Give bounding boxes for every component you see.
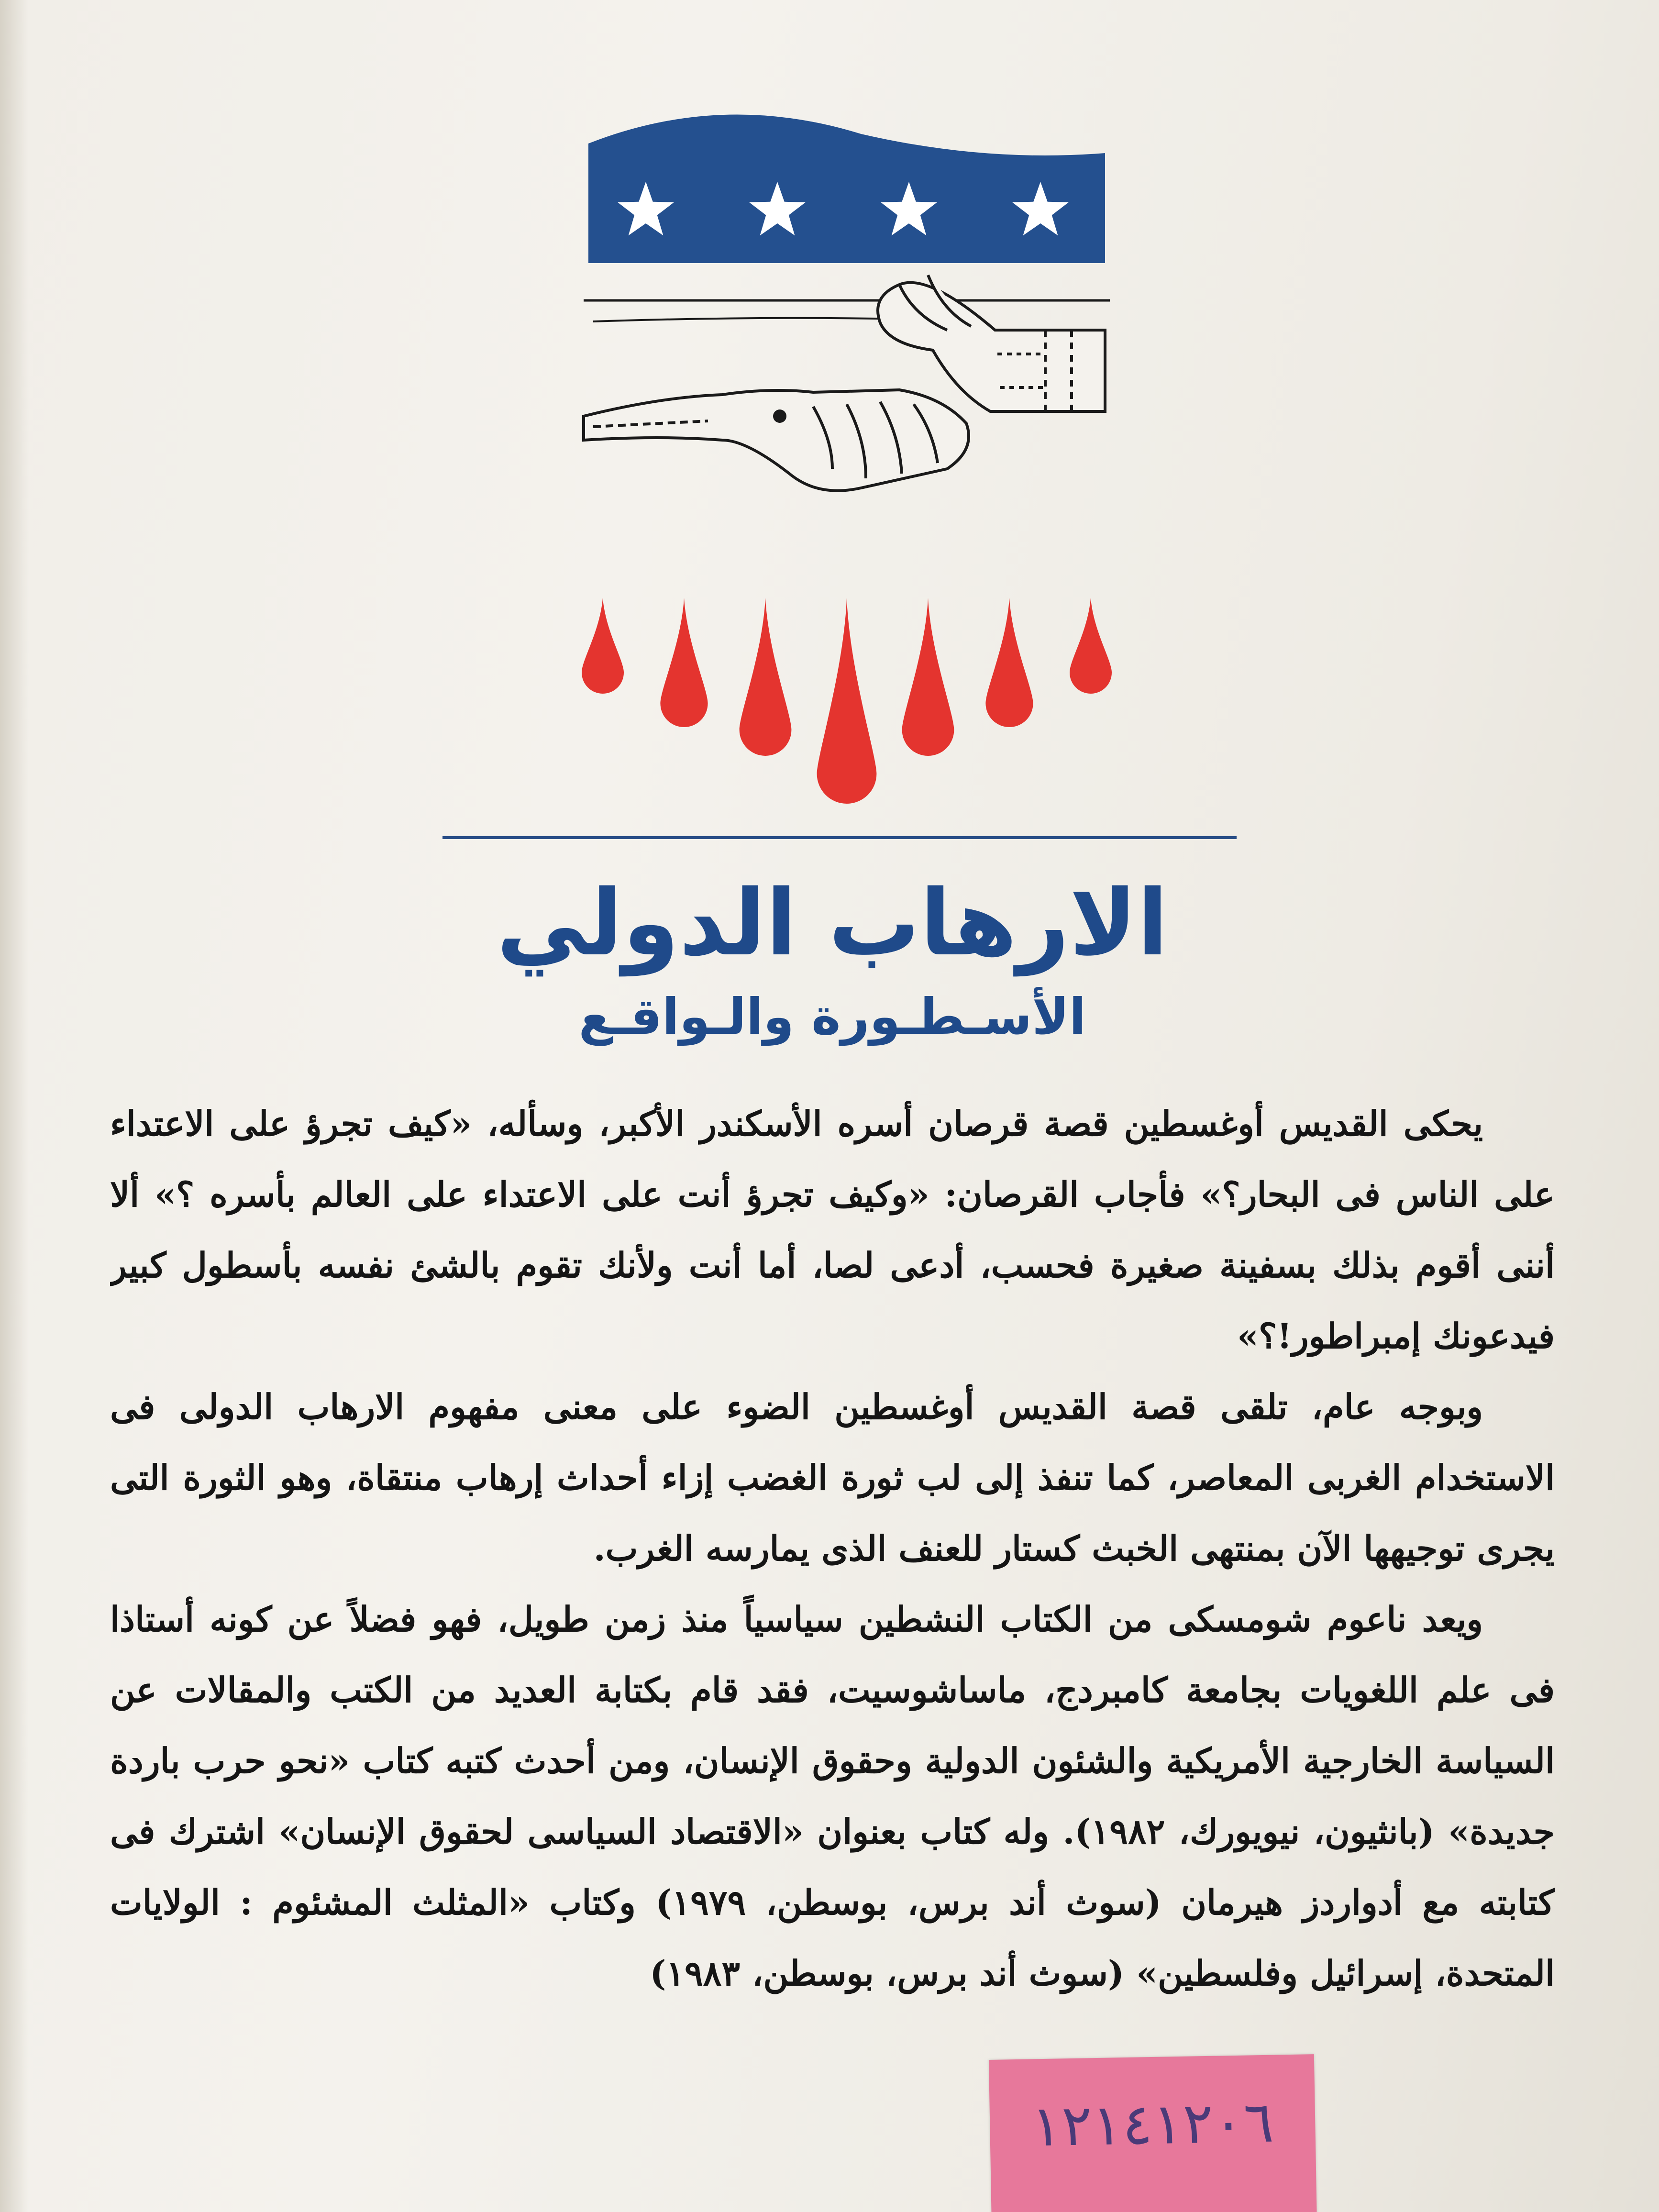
blurb-text bbox=[110, 1088, 1555, 2131]
flag-banner bbox=[588, 115, 1105, 264]
blood-drop-icon bbox=[902, 598, 954, 756]
gloved-hand-icon bbox=[878, 275, 1105, 411]
blood-drop-icon bbox=[817, 598, 877, 804]
cover-edge-shadow bbox=[0, 0, 29, 2212]
blood-drop-icon bbox=[660, 598, 708, 727]
blood-drops bbox=[574, 593, 1119, 823]
blood-drop-icon bbox=[1070, 598, 1112, 694]
blurb-paragraph-3: ويعد ناعوم شومسكى من الكتاب النشطين سياسياً منذ زمن طويل، فهو فضلاً عن كونه أستاذا فى علم اللغويات بجامعة كامبردج، ماساشوسيت، فقد قام بكتابة العديد من الكتب والمقالات عن السياسة الخارجية الأمريكية والشئون الدولية وحقوق الإنسان، ومن أحدث كتبه كتاب «نحو حرب باردة جديدة» (بانثيون، نيويورك، ١٩٨٢). وله كتاب بعنوان «الاقتصاد السياسى لحقوق الإنسان» اشترك فى كتابته مع أدواردز هيرمان (سوث أند برس، بوسطن، ١٩٧٩) وكتاب «المثلث المشئوم : الولايات المتحدة، إسرائيل وفلسطين» (سوث أند برس، بوسطن، ١٩٨٣) bbox=[110, 1599, 1555, 1993]
bare-hand-icon bbox=[584, 390, 969, 491]
blood-drop-icon bbox=[985, 598, 1033, 727]
title-divider-rule bbox=[442, 836, 1237, 839]
handshake-flag-icon bbox=[564, 105, 1129, 498]
blurb-paragraph-2: وبوجه عام، تلقى قصة القديس أوغسطين الضوء على معنى مفهوم الارهاب الدولى فى الاستخدام الغربى المعاصر، كما تنفذ إلى لب ثورة الغضب إزاء أحداث إرهاب منتقاة، وهو الثورة التى يجرى توجيهها الآن بمنتهى الخبث كستار للعنف الذى يمارسه الغرب. bbox=[110, 1386, 1555, 1569]
blurb-paragraph-1: يحكى القديس أوغسطين قصة قرصان أسره الأسكندر الأكبر، وسأله، «كيف تجرؤ على الاعتداء على الناس فى البحار؟» فأجاب القرصان: «وكيف تجرؤ أنت على الاعتداء على العالم بأسره ؟» ألا أننى أقوم بذلك بسفينة صغيرة فحسب، أدعى لصا، أما أنت ولأنك تقوم بالشئ نفسه بأسطول كبير فيدعونك إمبراطور!؟» bbox=[110, 1103, 1555, 1356]
blood-drop-icon bbox=[740, 598, 792, 756]
book-subtitle: الأسـطـورة والـواقـع bbox=[578, 987, 1086, 1046]
blood-drop-icon bbox=[582, 598, 624, 694]
book-title: الارهاب الدولي bbox=[496, 870, 1169, 976]
library-call-number-sticker bbox=[989, 2054, 1317, 2212]
call-number: ١٢١٤١٢٠٦ bbox=[1030, 2089, 1274, 2159]
